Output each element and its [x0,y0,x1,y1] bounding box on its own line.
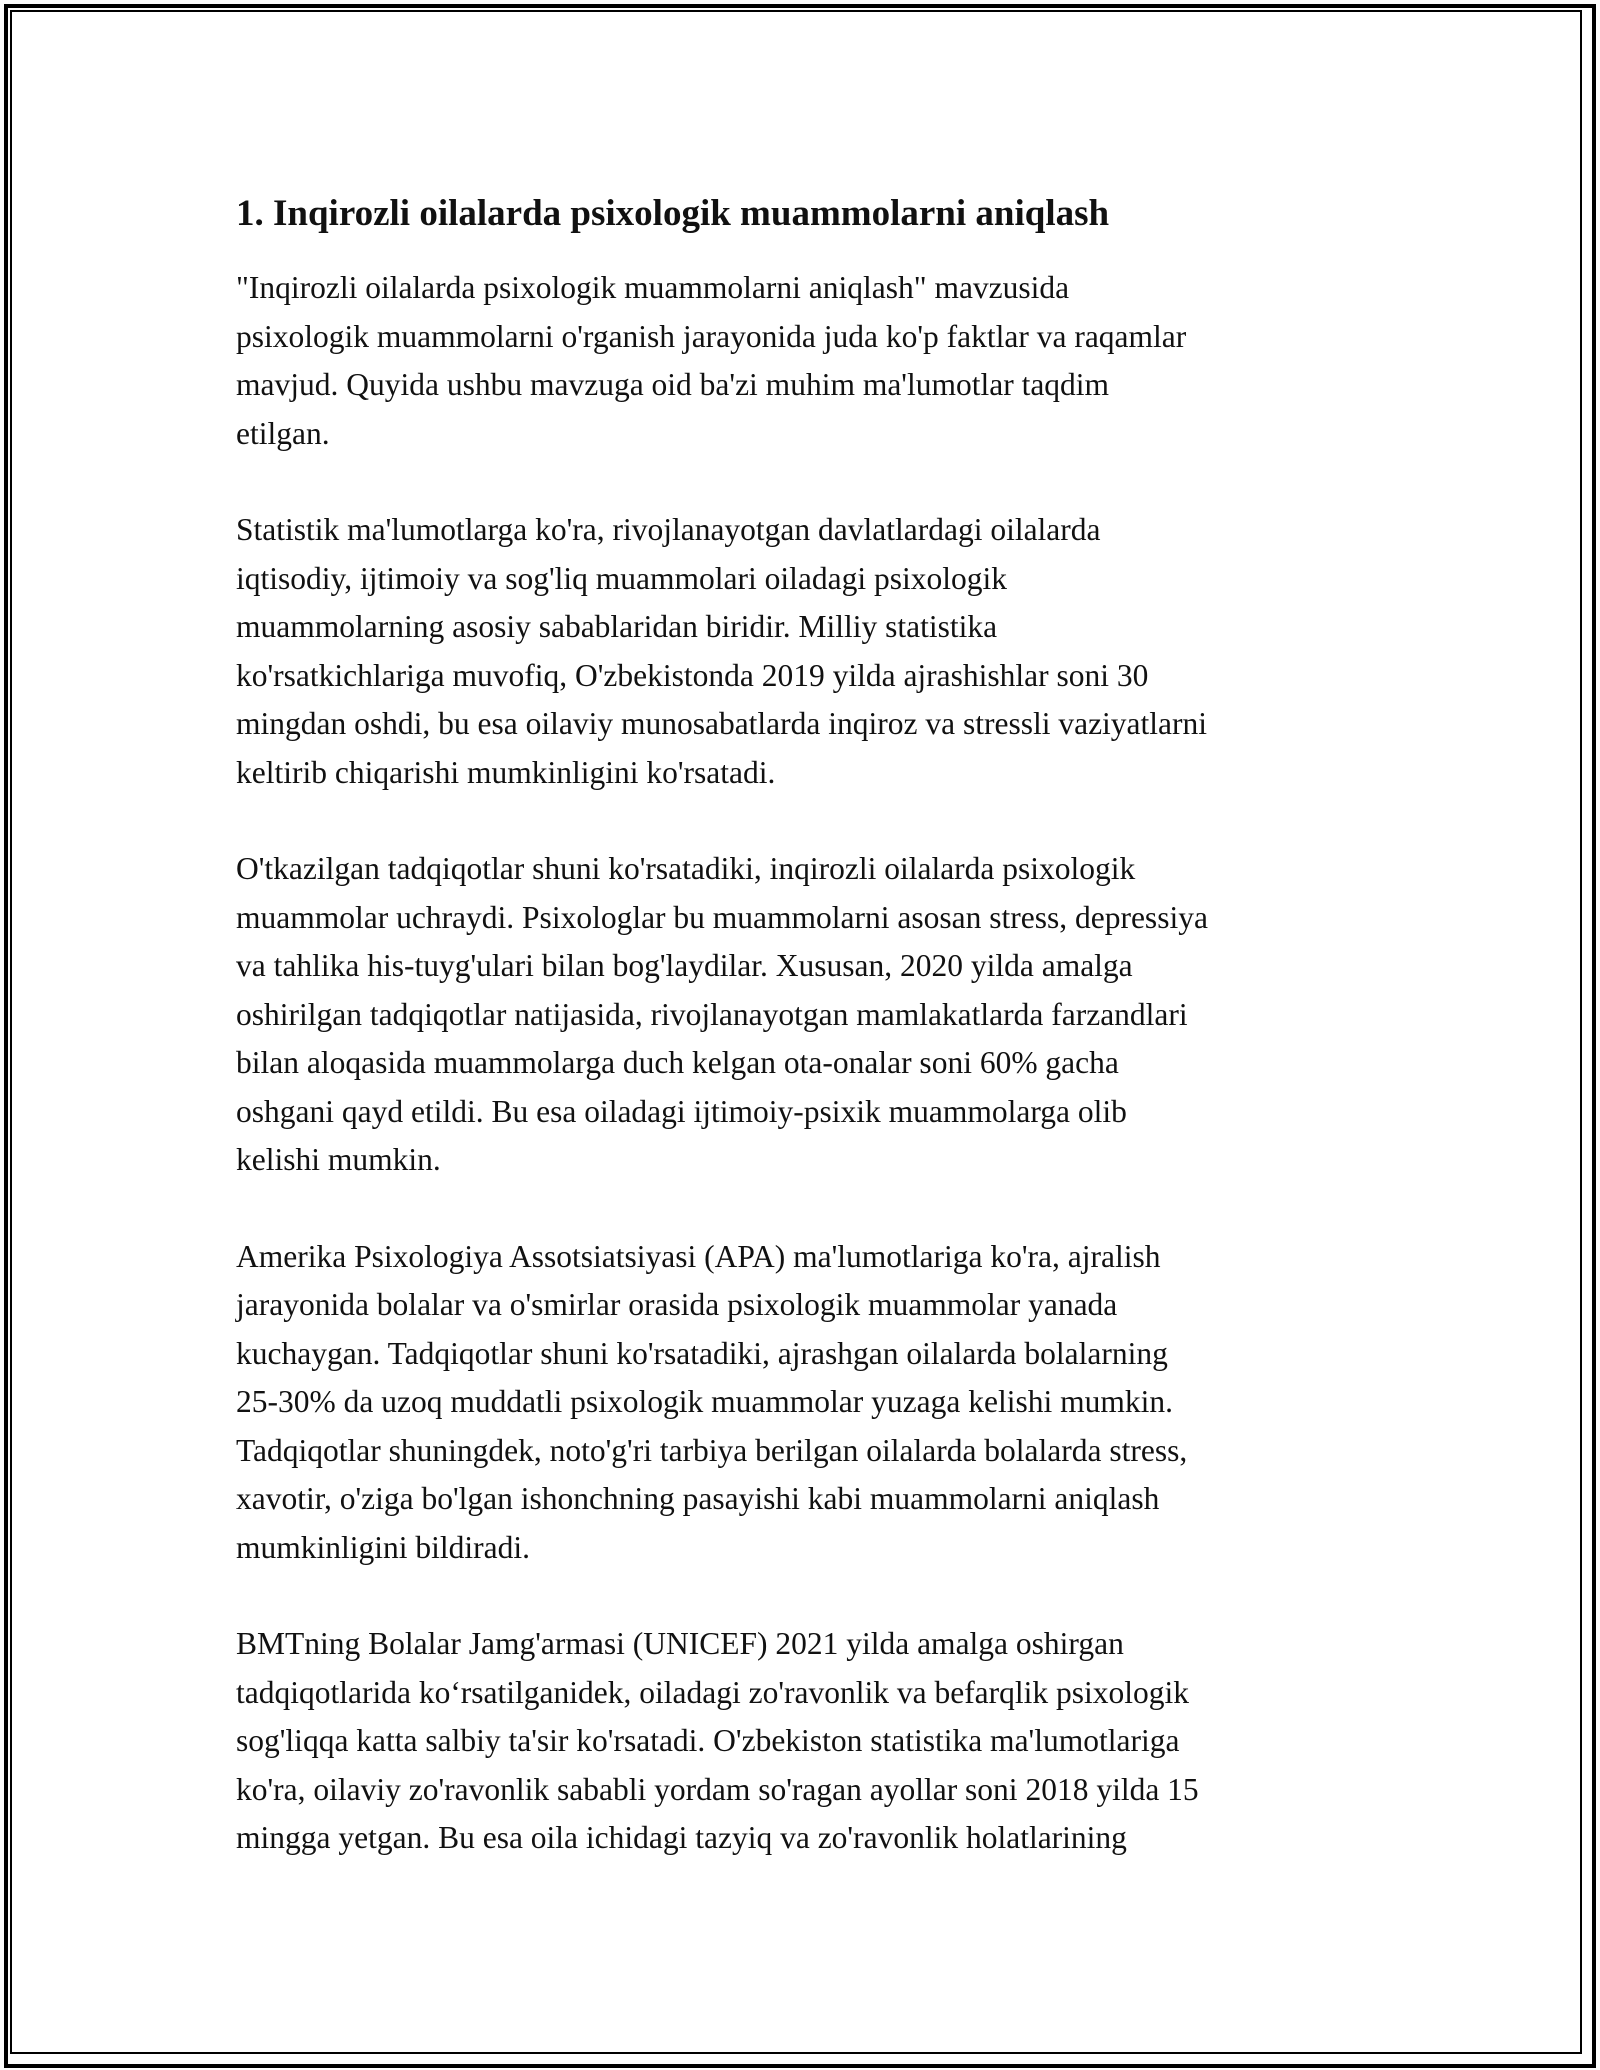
text-line: oshirilgan tadqiqotlar natijasida, rivojlanayotgan mamlakatlarda farzandlari [236,996,1188,1032]
text-line: bilan aloqasida muammolarga duch kelgan ota-onalar soni 60% gacha [236,1045,1119,1080]
text-line: ko'rsatkichlariga muvofiq, O'zbekistonda 2019 yilda ajrashishlar soni 30 [236,657,1149,693]
paragraph-unicef [236,1620,1376,1863]
text-line: xavotir, o'ziga bo'lgan ishonchning pasayishi kabi muammolarni aniqlash [236,1481,1160,1516]
text-line: mavjud. Quyida ushbu mavzuga oid ba'zi muhim ma'lumotlar taqdim [236,367,1110,402]
paragraph-statistics [236,506,1376,797]
text-line: "Inqirozli oilalarda psixologik muammolarni aniqlash" mavzusida [236,270,1070,305]
text-line: oshgani qayd etildi. Bu esa oiladagi ijtimoiy-psixik muammolarga olib [236,1093,1127,1129]
text-line: va tahlika his-tuyg'ulari bilan bog'laydilar. Xususan, 2020 yilda amalga [236,948,1133,983]
text-line: ko'ra, oilaviy zo'ravonlik sababli yordam so'ragan ayollar soni 2018 yilda 15 [236,1771,1199,1807]
document-body [236,186,1376,1911]
text-line: sog'liqqa katta salbiy ta'sir ko'rsatadi. O'zbekiston statistika ma'lumotlariga [236,1723,1180,1758]
paragraph-research [236,845,1376,1185]
text-line: jarayonida bolalar va o'smirlar orasida psixologik muammolar yanada [236,1287,1118,1322]
text-line: iqtisodiy, ijtimoiy va sog'liq muammolari oiladagi psixologik [236,560,1007,596]
text-line: tadqiqotlarida ko‘rsatilganidek, oiladagi zo'ravonlik va befarqlik psixologik [236,1674,1190,1710]
text-line: psixologik muammolarni o'rganish jarayonida juda ko'p faktlar va raqamlar [236,318,1187,354]
text-line: mingga yetgan. Bu esa oila ichidagi tazyiq va zo'ravonlik holatlarining [236,1820,1127,1855]
text-line: Tadqiqotlar shuningdek, noto'g'ri tarbiya berilgan oilalarda bolalarda stress, [236,1432,1188,1468]
text-line: etilgan. [236,415,330,451]
text-line: Statistik ma'lumotlarga ko'ra, rivojlanayotgan davlatlardagi oilalarda [236,512,1101,547]
text-line: mingdan oshdi, bu esa oilaviy munosabatlarda inqiroz va stressli vaziyatlarni [236,706,1208,741]
paragraph-apa [236,1233,1376,1573]
section-heading: 1. Inqirozli oilalarda psixologik muammolarni aniqlash [236,193,1110,234]
text-line: muammolar uchraydi. Psixologlar bu muammolarni asosan stress, depressiya [236,899,1208,935]
text-line: 25-30% da uzoq muddatli psixologik muammolar yuzaga kelishi mumkin. [236,1384,1173,1419]
text-line: BMTning Bolalar Jamg'armasi (UNICEF) 2021 yilda amalga oshirgan [236,1626,1124,1661]
paragraph-intro [236,264,1376,458]
text-line: O'tkazilgan tadqiqotlar shuni ko'rsatadiki, inqirozli oilalarda psixologik [236,851,1136,886]
text-line: kuchaygan. Tadqiqotlar shuni ko'rsatadiki, ajrashgan oilalarda bolalarning [236,1335,1168,1371]
text-line: keltirib chiqarishi mumkinligini ko'rsatadi. [236,754,776,790]
text-line: kelishi mumkin. [236,1142,441,1177]
text-line: Amerika Psixologiya Assotsiatsiyasi (APA) ma'lumotlariga ko'ra, ajralish [236,1238,1161,1274]
text-line: muammolarning asosiy sabablaridan biridir. Milliy statistika [236,609,998,644]
text-line: mumkinligini bildiradi. [236,1529,530,1565]
